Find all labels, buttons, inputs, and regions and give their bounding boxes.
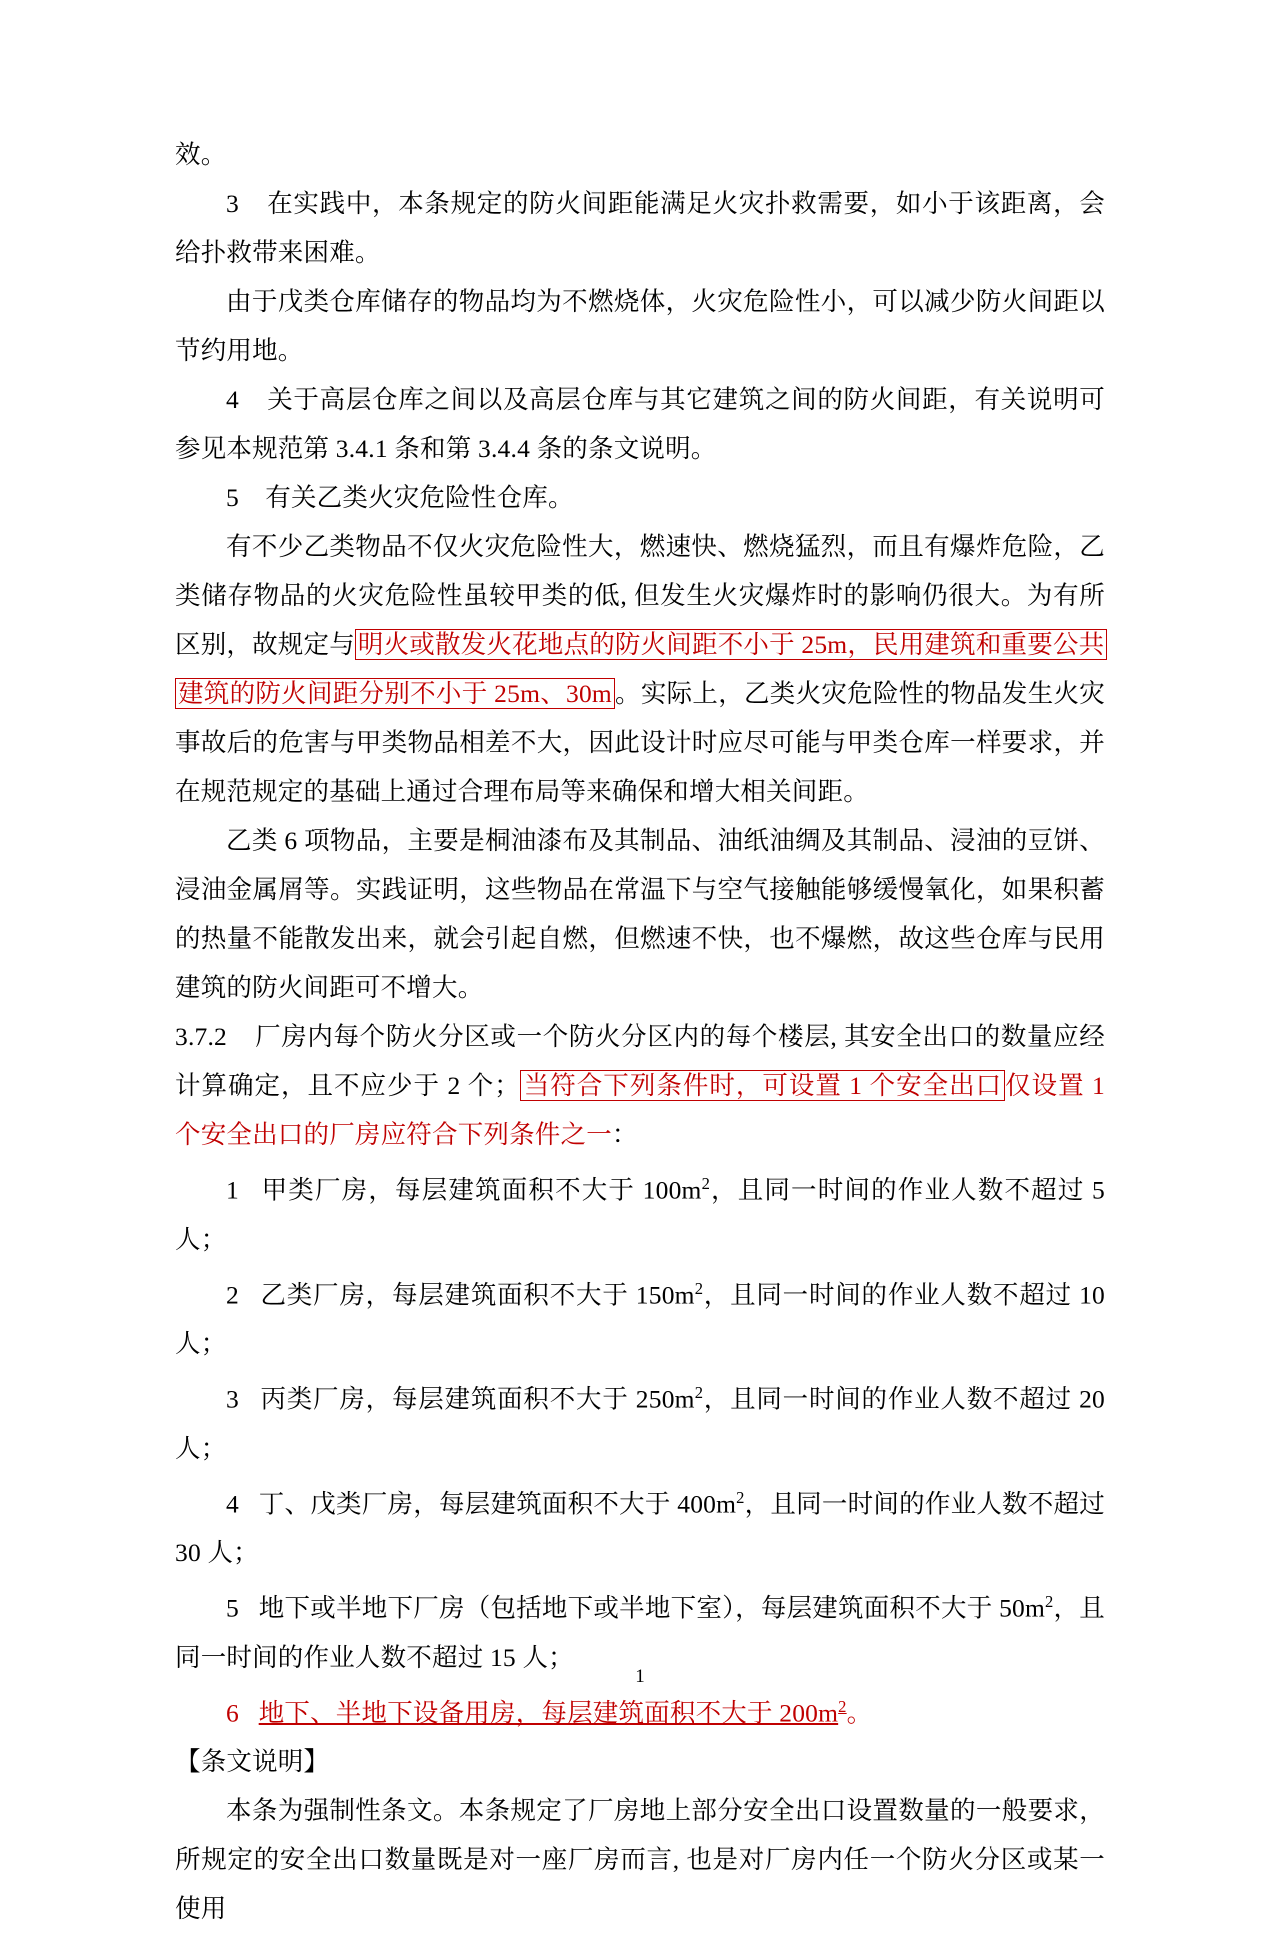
clause-item-4-text2: ，且同一时间的作业人数不超过 30 人； (175, 1489, 1105, 1567)
clause-item-5-text2: ，且同一时间的作业人数不超过 15 人； (175, 1593, 1105, 1672)
clause-item-6-text: 地下、半地下设备用房，每层建筑面积不大于 200m (258, 1698, 839, 1727)
paragraph-item-5-number: 5 (226, 483, 239, 512)
clause-item-5-sup: 2 (1045, 1592, 1054, 1611)
clause-item-3 (175, 1368, 1105, 1473)
clause-item-6 (175, 1682, 1105, 1738)
clause-item-1-sup: 2 (701, 1174, 711, 1193)
clause-3-7-2 (175, 1012, 1105, 1159)
clause-item-2 (175, 1264, 1105, 1369)
clause-item-4-text: 丁、戊类厂房，每层建筑面积不大于 400m (258, 1489, 737, 1518)
clause-item-6-number: 6 (226, 1698, 239, 1727)
paragraph-item-4-text: 关于高层仓库之间以及高层仓库与其它建筑之间的防火间距，有关说明可参见本规范第 3.4.1 条和第 3.4.4 条的条文说明。 (175, 385, 1105, 463)
clause-item-4-sup: 2 (736, 1487, 745, 1507)
clause-item-2-number: 2 (226, 1280, 239, 1309)
explanation-heading: 【条文说明】 (175, 1747, 330, 1776)
paragraph-class-b-goods-lead: 有不少乙类物品不仅火灾危险性大，燃速快、燃烧猛烈，而且有爆炸危险，乙类储存物品的火灾危险性虽较甲类的低, 但发生火灾爆炸时的影响仍很大。为有所区别，故规定与 (175, 532, 1105, 659)
clause-item-5-number: 5 (226, 1593, 239, 1623)
clause-item-3-number: 3 (226, 1384, 239, 1414)
paragraph-item-4-number: 4 (226, 385, 239, 414)
clause-item-3-text2: ，且同一时间的作业人数不超过 20 人； (175, 1384, 1105, 1463)
paragraph-effect: 效。 (175, 140, 227, 169)
clause-item-4-number: 4 (226, 1489, 239, 1518)
annotation-boxed-single-exit: 当符合下列条件时，可设置 1 个安全出口 (520, 1070, 1005, 1101)
document-body (175, 130, 1105, 1933)
clause-item-3-sup: 2 (694, 1383, 704, 1402)
paragraph-item-3 (175, 179, 1105, 277)
clause-lead-text: 厂房内每个防火分区或一个防火分区内的每个楼层, 其安全出口的数量应经计算确定，且不应少于 2 个； (175, 1022, 1105, 1100)
annotation-red-single-exit-tail: 仅设置 1 个安全出口的厂房应符合下列条件之一 (175, 1071, 1105, 1149)
paragraph-class-e-warehouse: 由于戊类仓库储存的物品均为不燃烧体，火灾危险性小，可以减少防火间距以节约用地。 (175, 287, 1105, 365)
clause-item-1-text2: ，且同一时间的作业人数不超过 5 人； (175, 1175, 1106, 1254)
paragraph-item-5 (175, 473, 1105, 522)
clause-item-2-text: 乙类厂房，每层建筑面积不大于 150m (260, 1280, 695, 1309)
paragraph-item-4 (175, 375, 1105, 473)
clause-item-6-sup: 2 (838, 1696, 847, 1716)
paragraph-item-5-text: 有关乙类火灾危险性仓库。 (265, 483, 574, 512)
clause-number: 3.7.2 (175, 1022, 227, 1051)
paragraph-class-b-six-items: 乙类 6 项物品，主要是桐油漆布及其制品、油纸油绸及其制品、浸油的豆饼、浸油金属屑等。实践证明，这些物品在常温下与空气接触能够缓慢氧化，如果积蓄的热量不能散发出来，就会引起自燃，但燃速不快，也不爆燃，故这些仓库与民用建筑的防火间距可不增大。 (175, 826, 1105, 1002)
clause-tail-punct: ： (611, 1120, 638, 1149)
paragraph-item-3-text: 在实践中，本条规定的防火间距能满足火灾扑救需要，如小于该距离，会给扑救带来困难。 (175, 189, 1105, 267)
paragraph-class-b-goods-tail: 。实际上，乙类火灾危险性的物品发生火灾事故后的危害与甲类物品相差不大，因此设计时应尽可能与甲类仓库一样要求，并在规范规定的基础上通过合理布局等来确保和增大相关间距。 (175, 679, 1105, 806)
clause-item-5-text: 地下或半地下厂房（包括地下或半地下室），每层建筑面积不大于 50m (258, 1593, 1046, 1623)
clause-item-1 (175, 1159, 1105, 1264)
clause-item-1-text: 甲类厂房，每层建筑面积不大于 100m (261, 1175, 702, 1205)
paragraph-class-b-goods (175, 522, 1105, 816)
paragraph-item-3-number: 3 (226, 189, 239, 218)
clause-item-6-text2: 。 (846, 1698, 873, 1727)
clause-item-2-sup: 2 (694, 1278, 704, 1298)
clause-item-4 (175, 1473, 1105, 1578)
clause-item-1-number: 1 (226, 1175, 239, 1205)
clause-item-2-text2: ，且同一时间的作业人数不超过 10 人； (175, 1280, 1105, 1358)
annotation-boxed-distance: 明火或散发火花地点的防火间距不小于 25m，民用建筑和重要公共建筑的防火间距分别不小于 25m、30m (175, 629, 1107, 709)
clause-item-3-text: 丙类厂房，每层建筑面积不大于 250m (260, 1384, 695, 1414)
page-number: 1 (635, 1666, 645, 1687)
explanation-text: 本条为强制性条文。本条规定了厂房地上部分安全出口设置数量的一般要求，所规定的安全出口数量既是对一座厂房而言, 也是对厂房内任一个防火分区或某一使用 (175, 1796, 1105, 1923)
